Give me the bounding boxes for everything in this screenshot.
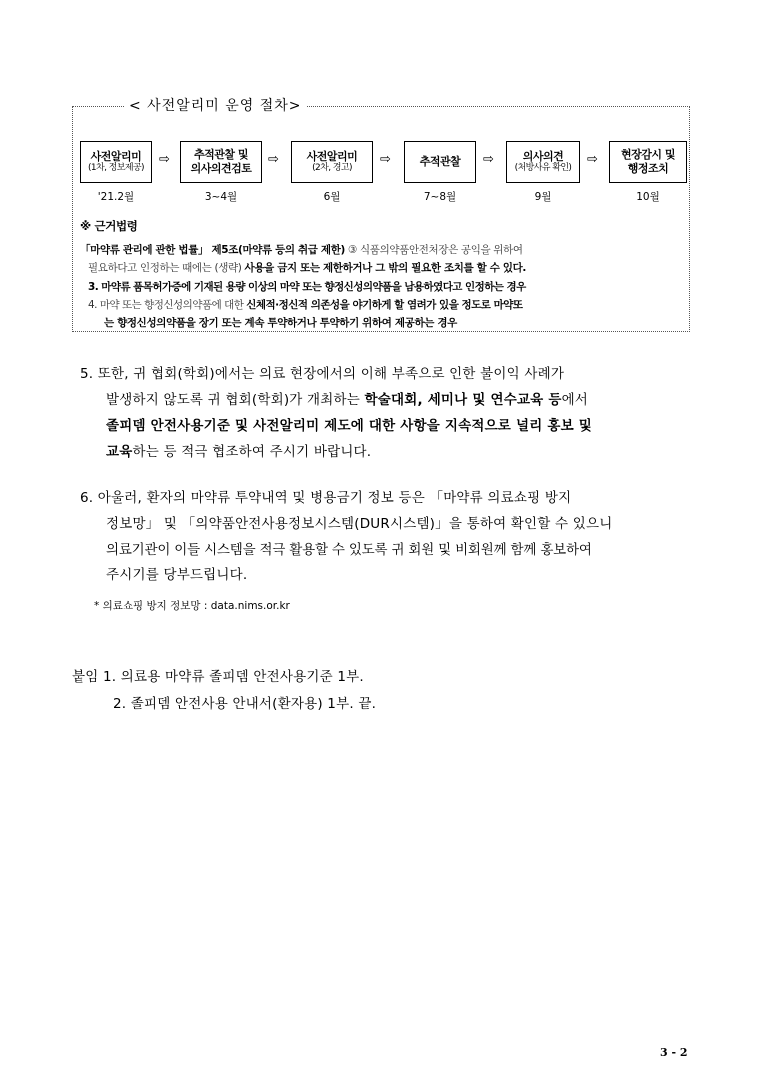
page-number: 3 - 2 [660,1046,688,1059]
legal-line-5: 는 향정신성의약품을 장기 또는 계속 투약하거나 투약하기 위하여 제공하는 경우 [104,317,457,329]
step-2-sub: 의사의견검토 [190,162,252,175]
legal-line-3: 3. 마약류 품목허가증에 기재된 용량 이상의 마약 또는 향정신성의약품을 남용하였다고 인정하는 경우 [88,281,526,293]
step-3-box [291,141,373,183]
step-5-sub: (처방사유 확인) [514,163,572,174]
legal-heading: ※ 근거법령 [80,219,138,233]
step-2-date: 3~4월 [204,191,238,203]
legal-line-2-plain: 필요하다고 인정하는 때에는 (생략) [88,262,245,274]
step-2-box [180,141,262,183]
step-6-date: 10월 [636,191,660,203]
arrow-icon: ⇨ [587,152,598,167]
attachment-line-2: 2. 졸피뎀 안전사용 안내서(환자용) 1부. 끝. [113,696,377,712]
step-5-label: 의사의견 [522,149,564,163]
para5-line-1: 5. 또한, 귀 협회(학회)에서는 의료 현장에서의 이해 부족으로 인한 불이익 사례가 [80,366,565,382]
para5-line-2 [106,388,588,408]
step-6-sub: 행정조치 [627,162,669,175]
step-1-sub: (1차, 정보제공) [88,163,144,174]
step-3-label: 사전알리미 [306,149,358,163]
step-3-sub: (2차, 경고) [312,163,352,174]
arrow-icon: ⇨ [268,152,279,167]
para5-line-2-end: 에서 [561,392,589,408]
legal-line-4 [88,299,523,312]
legal-line-4-plain: 4. 마약 또는 향정신성의약품에 대한 [88,299,247,311]
step-1-label: 사전알리미 [90,149,142,163]
step-3-date: 6월 [323,191,341,203]
para6-line-1: 6. 아울러, 환자의 마약류 투약내역 및 병용금기 정보 등은 「마약류 의료쇼핑 방지 [80,490,572,506]
step-6-box [609,141,687,183]
arrow-icon: ⇨ [159,152,170,167]
step-6-label: 현장감시 및 [621,148,675,162]
para6-line-3: 의료기관이 이들 시스템을 적극 활용할 수 있도록 귀 회원 및 비회원께 함께 홍보하여 [106,542,592,558]
step-5-box [506,141,580,183]
legal-law-title: 「마약류 관리에 관한 법률」 제5조(마약류 등의 취급 제한) [80,244,345,256]
arrow-icon: ⇨ [483,152,494,167]
para5-line-2-bold: 학술대회, 세미나 및 연수교육 등 [364,392,562,408]
procedure-title: < 사전알리미 운영 절차> [124,95,307,115]
step-4-box [404,141,476,183]
para6-line-2: 정보망」 및 「의약품안전사용정보시스템(DUR시스템)」을 통하여 확인할 수 있으니 [106,516,613,532]
para5-line-4-bold: 교육 [106,444,133,460]
para5-line-4-rest: 하는 등 적극 협조하여 주시기 바랍니다. [132,444,372,460]
attachment-line-1: 붙임 1. 의료용 마약류 졸피뎀 안전사용기준 1부. [72,669,364,685]
step-2-label: 추적관찰 및 [194,148,248,162]
legal-line-4-bold: 신체적·정신적 의존성을 야기하게 할 염려가 있을 정도로 마약또 [246,299,523,311]
legal-line-2 [88,262,526,275]
note-nims: * 의료쇼핑 방지 정보망 : data.nims.or.kr [94,600,290,612]
step-1-box [80,141,152,183]
legal-line-1 [80,244,523,257]
para5-line-2-plain: 발생하지 않도록 귀 협회(학회)가 개최하는 [106,392,365,408]
arrow-icon: ⇨ [380,152,391,167]
step-4-date: 7~8월 [423,191,457,203]
step-4-label: 추적관찰 [419,155,461,169]
para6-line-4: 주시기를 당부드립니다. [106,567,248,583]
legal-line-2-bold: 사용을 금지 또는 제한하거나 그 밖의 필요한 조치를 할 수 있다. [244,262,527,274]
step-1-date: '21.2월 [97,191,135,203]
para5-line-4 [106,440,371,460]
para5-line-3: 졸피뎀 안전사용기준 및 사전알리미 제도에 대한 사항을 지속적으로 널리 홍보 및 [106,418,592,434]
legal-line-1-rest: ③ 식품의약품안전처장은 공익을 위하여 [344,244,523,256]
step-5-date: 9월 [534,191,552,203]
